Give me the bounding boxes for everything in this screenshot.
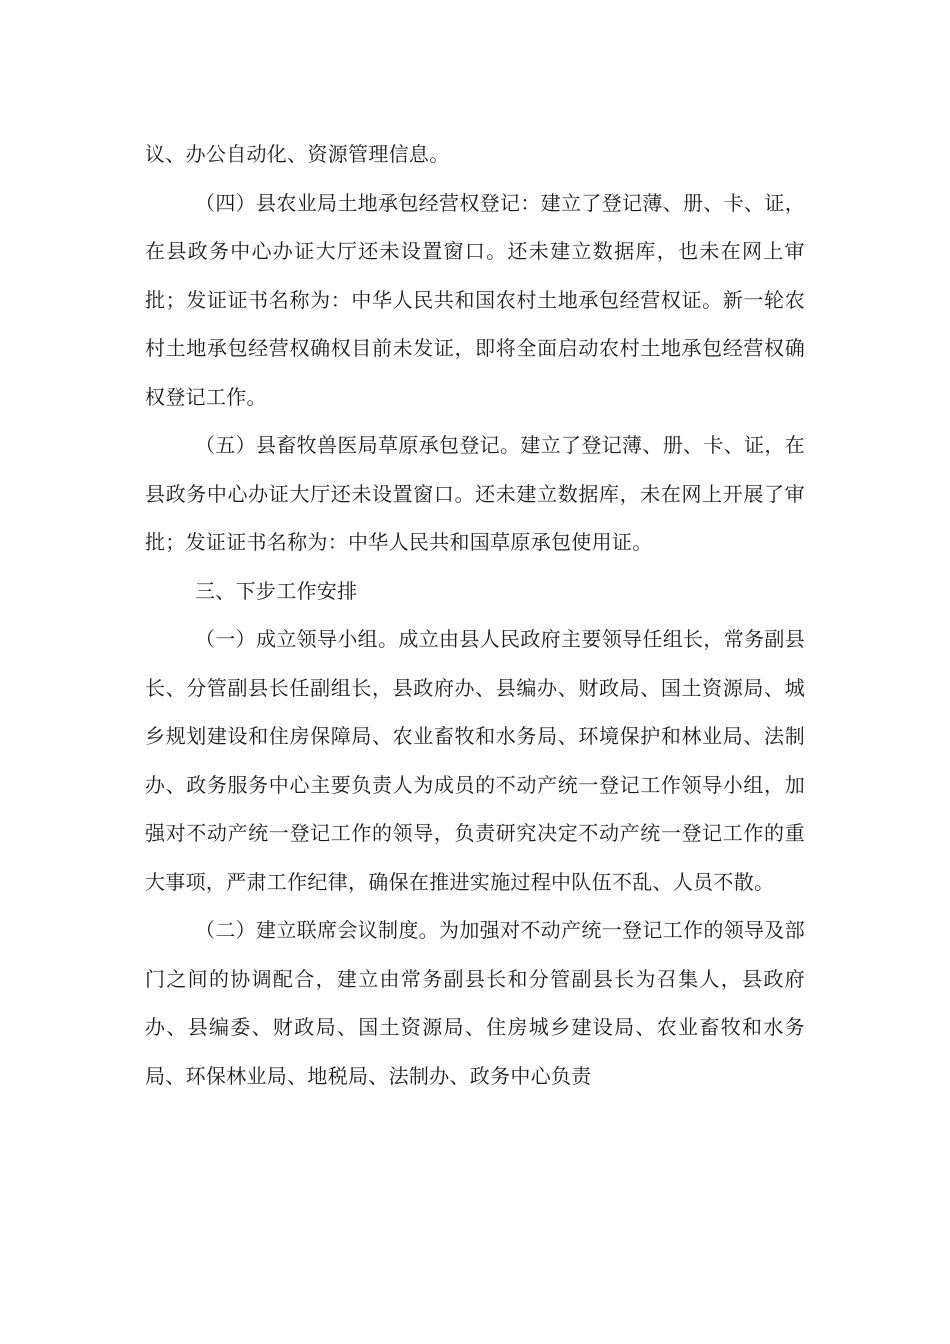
paragraph-land-contract-registration: （四）县农业局土地承包经营权登记：建立了登记薄、册、卡、证，在县政务中心办证大厅还未设置窗口。还未建立数据库，也未在网上审批；发证证书名称为：中华人民共和国农村土地承包经营权证。新一轮农村土地承包经营权确权目前未发证，即将全面启动农村土地承包经营权确权登记工作。 — [145, 190, 805, 409]
document-body — [145, 130, 805, 1100]
paragraph-leadership-group: （一）成立领导小组。成立由县人民政府主要领导任组长，常务副县长、分管副县长任副组长，县政府办、县编办、财政局、国土资源局、城乡规划建设和住房保障局、农业畜牧和水务局、环境保护和林业局、法制办、政务服务中心主要负责人为成员的不动产统一登记工作领导小组，加强对不动产统一登记工作的领导，负责研究决定不动产统一登记工作的重大事项，严肃工作纪律，确保在推进实施过程中队伍不乱、人员不散。 — [145, 627, 805, 894]
paragraph-grassland-contract-registration: （五）县畜牧兽医局草原承包登记。建立了登记薄、册、卡、证，在县政务中心办证大厅还未设置窗口。还未建立数据库，未在网上开展了审批；发证证书名称为：中华人民共和国草原承包使用证。 — [145, 433, 805, 554]
paragraph-continuation: 议、办公自动化、资源管理信息。 — [145, 142, 450, 166]
section-heading-next-steps: 三、下步工作安排 — [195, 578, 358, 603]
paragraph-joint-meeting-system: （二）建立联席会议制度。为加强对不动产统一登记工作的领导及部门之间的协调配合，建立由常务副县长和分管副县长为召集人，县政府办、县编委、财政局、国土资源局、住房城乡建设局、农业畜牧和水务局、环保林业局、地税局、法制办、政务中心负责 — [145, 918, 805, 1088]
